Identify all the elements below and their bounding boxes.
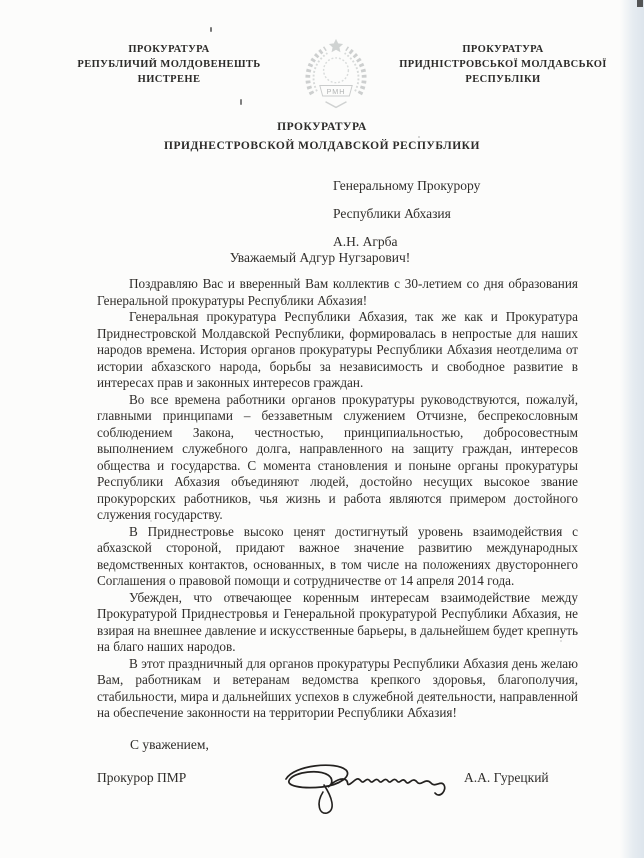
signer-name: А.А. Гурецкий bbox=[464, 770, 549, 785]
addressee-line: Генеральному Прокурору bbox=[333, 178, 481, 193]
org-name-line: РЕПУБЛИЧИЙ МОЛДОВЕНЕШТЬ bbox=[77, 59, 261, 70]
handwritten-signature bbox=[278, 755, 478, 821]
letter-body bbox=[97, 276, 578, 722]
org-name-line: ПРОКУРАТУРА bbox=[462, 44, 544, 55]
organization-title bbox=[0, 118, 644, 156]
paragraph: Во все времена работники органов прокуратуры руководствуются, пожалуй, главными принципами – беззаветным служением Отчизне, беспрекословным соблюдением Закона, честностью, принципиальностью, добросовестным выполнением служебного долга, направленного на защиту граждан, интересов общества и государства. С момента становления и поныне органы прокуратуры Республики Абхазия объединяют людей, достойно несущих высокое звание прокурорских работников, чья жизнь и работа являются примером достойного служения государству. bbox=[97, 391, 578, 522]
addressee-line: А.Н. Агрба bbox=[333, 234, 398, 249]
org-name-line: ПРОКУРАТУРА bbox=[128, 44, 210, 55]
emblem-abbreviation: РМН bbox=[326, 88, 346, 97]
salutation: Уважаемый Адгур Нугзарович! bbox=[229, 250, 411, 265]
addressee-line: Республики Абхазия bbox=[333, 206, 451, 221]
paragraph: Поздравляю Вас и вверенный Вам коллектив с 30-летием со дня образования Генеральной прокуратуры Республики Абхазия! bbox=[97, 276, 578, 308]
signer-position: Прокурор ПМР bbox=[97, 770, 187, 785]
addressee-block bbox=[333, 172, 480, 256]
org-name-moldovan bbox=[50, 42, 288, 87]
paragraph: Генеральная прокуратура Республики Абхазия, так же как и Прокуратура Приднестровской Молдавской Республики, формировалась в непростые для наших народов времена. История органов прокуратуры Республики Абхазия неотделима от истории абхазского народа, борьбы за независимость и свободное развитие в интересах прав и законных интересов граждан. bbox=[97, 309, 578, 390]
organization-title-line: ПРОКУРАТУРА bbox=[277, 121, 367, 133]
paragraph: Убежден, что отвечающее коренным интересам взаимодействие между Прокуратурой Приднестровья и Генеральной прокуратурой Республики Абхазия, не взирая на внешнее давление и искусственные барьеры, в дальнейшем будет крепнуть на благо наших народов. bbox=[97, 589, 578, 654]
closing-phrase: С уважением, bbox=[130, 737, 209, 752]
scan-speckle bbox=[210, 27, 212, 32]
org-name-line: ПРИДНІСТРОВСЬКОЇ МОЛДАВСЬКОЇ bbox=[399, 59, 607, 70]
org-name-ukrainian bbox=[384, 42, 622, 87]
org-name-line: НИСТРЕНЕ bbox=[137, 74, 201, 85]
pmr-coat-of-arms-icon bbox=[296, 36, 376, 116]
paragraph: В этот праздничный для органов прокуратуры Республики Абхазия день желаю Вам, работникам и ветеранам ведомства крепкого здоровья, благополучия, стабильности, мира и дальнейших успехов в служебной деятельности, направленной на обеспечение законности на территории Республики Абхазия! bbox=[97, 655, 578, 720]
org-name-line: РЕСПУБЛІКИ bbox=[465, 74, 541, 85]
scan-artifact-corner bbox=[637, 0, 643, 7]
organization-title-line: ПРИДНЕСТРОВСКОЙ МОЛДАВСКОЙ РЕСПУБЛИКИ bbox=[164, 140, 480, 152]
paragraph: В Приднестровье высоко ценят достигнутый уровень взаимодействия с абхазской стороной, придают важное значение развитию международных ведомственных контактов, основанных, в том числе на положениях двустороннего Соглашения о правовой помощи и сотрудничестве от 14 апреля 2014 года. bbox=[97, 523, 578, 588]
letterhead bbox=[50, 42, 622, 116]
